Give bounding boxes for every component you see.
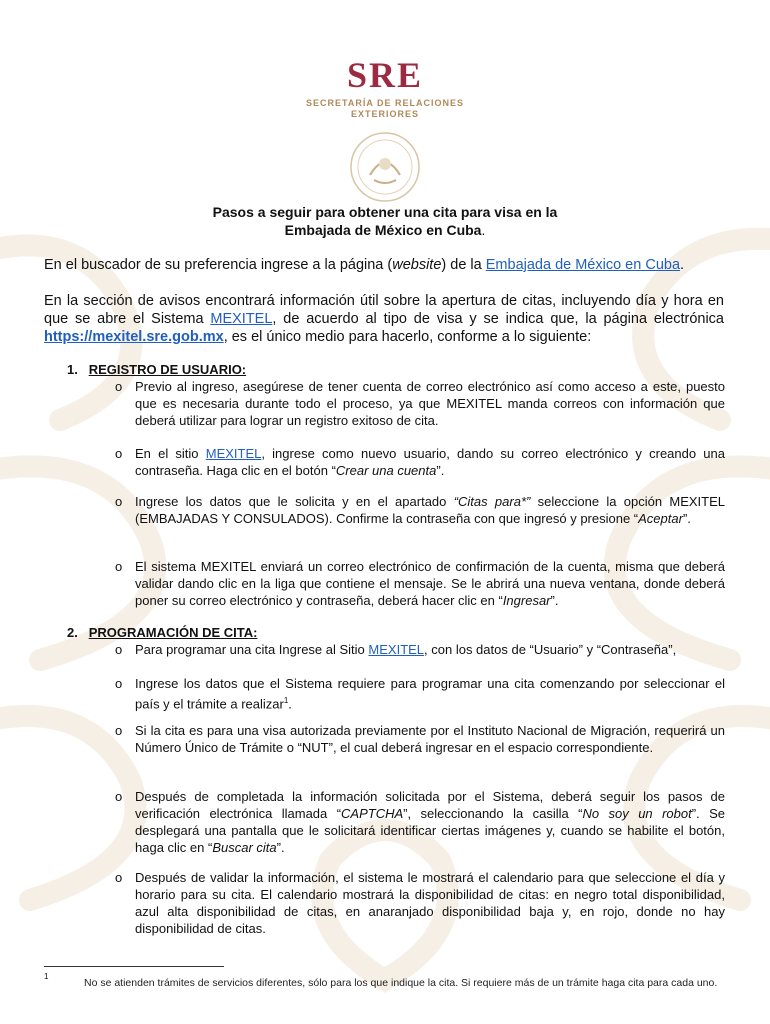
bullet: o bbox=[115, 446, 123, 461]
s1-item3-b: seleccione la opción MEXITEL (EMBAJADAS Y CONSULADOS). Confirme la contraseña con que ingresó y presione “ bbox=[135, 494, 726, 526]
p1-text-a: En el buscador de su preferencia ingrese a la página ( bbox=[44, 257, 393, 273]
logo-subtitle bbox=[0, 98, 770, 120]
list-item bbox=[115, 558, 725, 609]
section1-title: REGISTRO DE USUARIO: bbox=[88, 362, 247, 377]
p1-text-c: . bbox=[680, 257, 685, 273]
s1-item2-b: , ingrese como nuevo usuario, dando su correo electrónico y creando una contraseña. Haga clic en el botón “ bbox=[135, 446, 725, 478]
list-item bbox=[115, 641, 725, 658]
p2-text-b: , de acuerdo al tipo de visa y se indica que, la página electrónica bbox=[272, 311, 724, 327]
s1-item1-text: Previo al ingreso, asegúrese de tener cuenta de correo electrónico así como acceso a este, puesto que es necesaria durante todo el proceso, ya que MEXITEL manda correos con información que deberá utilizar para lograr un registro exitoso de cita. bbox=[135, 379, 725, 428]
s1-item3-text bbox=[135, 493, 725, 527]
s2-item4-d: ”. bbox=[276, 840, 285, 855]
s2-item1-a: Para programar una cita Ingrese al Sitio bbox=[135, 642, 369, 657]
s2-item4-italic2: No soy un robot bbox=[582, 806, 692, 821]
bullet: o bbox=[115, 723, 123, 738]
s1-item3-a: Ingrese los datos que le solicita y en el apartado bbox=[135, 494, 454, 509]
section2-number: 2. bbox=[67, 625, 78, 640]
list-item bbox=[115, 788, 725, 856]
s2-item2-text bbox=[135, 675, 725, 712]
title-line1: Pasos a seguir para obtener una cita para visa en la bbox=[212, 204, 558, 220]
s2-item3-text: Si la cita es para una visa autorizada previamente por el Instituto Nacional de Migración, requerirá un Número Único de Trámite o “NUT”, el cual deberá ingresar en el espacio correspondiente. bbox=[135, 723, 725, 755]
logo-subtitle-line2: EXTERIORES bbox=[350, 109, 419, 119]
footnote-ref: 1 bbox=[283, 696, 289, 705]
bullet: o bbox=[115, 559, 123, 574]
s1-item2-a: En el sitio bbox=[135, 446, 206, 461]
mexitel-link[interactable]: MEXITEL bbox=[368, 642, 425, 657]
footnote-divider bbox=[44, 966, 224, 967]
mexitel-url-link[interactable]: https://mexitel.sre.gob.mx bbox=[44, 329, 224, 345]
national-seal-icon bbox=[348, 130, 422, 204]
s2-item2-b: . bbox=[288, 696, 292, 712]
mexitel-link[interactable]: MEXITEL bbox=[210, 311, 273, 327]
section2-title: PROGRAMACIÓN DE CITA: bbox=[88, 625, 258, 640]
s2-item5-text: Después de validar la información, el sistema le mostrará el calendario para que seleccione el día y horario para su cita. El calendario mostrará la disponibilidad de citas: en negro total disponibilidad, azul alta disponibilidad de citas, en anaranjado disponibilidad baja y, en rojo, donde no hay disponibilidad de citas. bbox=[135, 870, 725, 936]
s2-item4-italic1: CAPTCHA bbox=[341, 806, 404, 821]
title-line2 bbox=[0, 221, 770, 239]
p2-text-c: , es el único medio para hacerlo, conforme a lo siguiente: bbox=[223, 329, 592, 345]
embassy-link[interactable]: Embajada de México en Cuba bbox=[485, 257, 681, 273]
p1-website: website bbox=[392, 257, 442, 273]
list-item bbox=[115, 445, 725, 479]
p2-text-a: En la sección de avisos encontrará información útil sobre la apertura de citas, incluyendo día y hora en que se abre el Sistema bbox=[44, 293, 724, 327]
bullet: o bbox=[115, 870, 123, 885]
s2-item1-b: , con los datos de “Usuario” y “Contraseña”, bbox=[424, 642, 677, 657]
s1-item4-italic: Ingresar bbox=[502, 593, 551, 608]
section1-heading bbox=[67, 362, 246, 377]
p1-text-b: ) de la bbox=[441, 257, 486, 273]
sre-logo: SRE bbox=[346, 55, 424, 95]
footnote-text: No se atienden trámites de servicios diferentes, sólo para los que indique la cita. Si requiere más de un trámite haga cita para cada uno. bbox=[84, 977, 718, 989]
bullet: o bbox=[115, 494, 123, 509]
logo-subtitle-line1: SECRETARÍA DE RELACIONES bbox=[305, 98, 464, 108]
s2-item4-a: Después de completada la información solicitada por el Sistema, deberá seguir los pasos de verificación electrónica llamada “ bbox=[135, 789, 725, 821]
s2-item4-text bbox=[135, 788, 725, 856]
section2-heading bbox=[67, 625, 257, 640]
list-item bbox=[115, 722, 725, 756]
s2-item1-text bbox=[135, 641, 725, 658]
s2-item4-italic3: Buscar cita bbox=[212, 840, 277, 855]
s1-item3-italic2: Aceptar bbox=[638, 511, 683, 526]
s1-item2-text bbox=[135, 445, 725, 479]
s1-item3-italic1: “Citas para*” bbox=[453, 494, 531, 509]
s1-item3-c: ”. bbox=[682, 511, 691, 526]
document-title bbox=[0, 203, 770, 239]
intro-paragraph-2 bbox=[44, 292, 724, 346]
s2-item4-b: ”, seleccionando la casilla “ bbox=[403, 806, 583, 821]
s1-item4-b: ”. bbox=[550, 593, 559, 608]
bullet: o bbox=[115, 789, 123, 804]
s1-item2-italic: Crear una cuenta bbox=[335, 463, 437, 478]
s2-item2-a: Ingrese los datos que el Sistema requiere para programar una cita comenzando por seleccionar el país y el trámite a realizar bbox=[135, 676, 725, 712]
list-item bbox=[115, 493, 725, 527]
list-item bbox=[115, 869, 725, 937]
footnote-number: 1 bbox=[44, 972, 49, 981]
mexitel-link[interactable]: MEXITEL bbox=[205, 446, 262, 461]
title-line2-period: . bbox=[481, 222, 486, 238]
intro-paragraph-1 bbox=[44, 256, 724, 274]
bullet: o bbox=[115, 642, 123, 657]
bullet: o bbox=[115, 676, 123, 691]
title-line2-text: Embajada de México en Cuba bbox=[284, 222, 482, 238]
s1-item2-c: ”. bbox=[436, 463, 445, 478]
s1-item4-text bbox=[135, 558, 725, 609]
s2-item4-c: ”. Se desplegará una pantalla que le solicitará identificar ciertas imágenes y, cuando se habilite el botón, haga clic en “ bbox=[135, 806, 725, 855]
bullet: o bbox=[115, 379, 123, 394]
list-item bbox=[115, 675, 725, 712]
list-item bbox=[115, 378, 725, 429]
s1-item4-a: El sistema MEXITEL enviará un correo electrónico de confirmación de la cuenta, misma que deberá validar dando clic en la liga que contiene el mensaje. Se le abrirá una nueva ventana, donde deberá poner su correo electrónico y contraseña, deberá hacer clic en “ bbox=[135, 559, 725, 608]
section1-number: 1. bbox=[67, 362, 78, 377]
